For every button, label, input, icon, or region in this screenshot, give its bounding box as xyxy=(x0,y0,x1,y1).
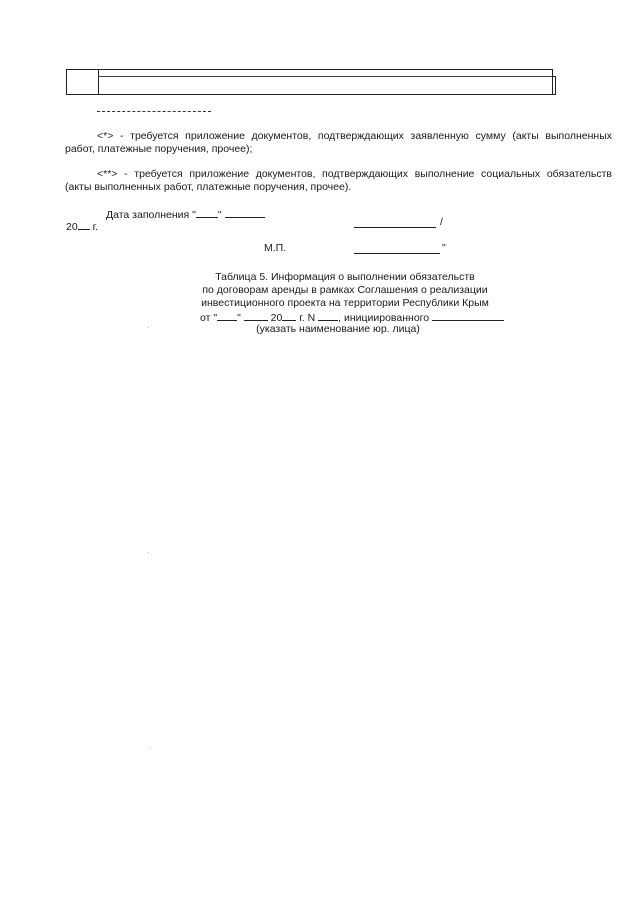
scan-speck xyxy=(150,748,151,749)
date-day-blank xyxy=(196,207,218,218)
table5-title-line-2: по договорам аренды в рамках Соглашения о реализации xyxy=(202,284,488,296)
agreement-number-blank xyxy=(318,310,338,321)
table-right-border xyxy=(552,76,556,95)
signature-closing-quote: " xyxy=(442,242,446,254)
scan-speck xyxy=(148,552,149,553)
date-filled-label: Дата заполнения " " xyxy=(106,207,265,222)
footnote-2-line-2: (акты выполненных работ, платежные поручения, прочее). xyxy=(65,181,352,193)
footnote-2-line-1: <**> - требуется приложение документов, подтверждающих выполнение социальных обязательств xyxy=(97,168,612,180)
table5-agreement-line: от " " 20 г. N , инициированного xyxy=(200,310,504,325)
initiator-blank xyxy=(432,310,504,321)
signature-slash: / xyxy=(440,216,443,228)
table5-title-line-3: инвестиционного проекта на территории Республики Крым xyxy=(201,297,489,309)
signature-name-line xyxy=(354,253,440,254)
table5-title-line-1: Таблица 5. Информация о выполнении обязательств xyxy=(215,271,475,283)
table-cell-divider xyxy=(98,70,99,95)
signature-line xyxy=(354,227,436,228)
footnote-1-line-2: работ, платежные поручения, прочее); xyxy=(65,143,253,155)
scan-speck xyxy=(148,327,149,328)
table-fragment xyxy=(66,69,553,95)
agreement-day-blank xyxy=(217,310,237,321)
footnote-1-line-1: <*> - требуется приложение документов, подтверждающих заявленную сумму (акты выполненных xyxy=(97,130,612,142)
stamp-mp-label: М.П. xyxy=(264,242,287,254)
footnote-separator xyxy=(97,111,211,112)
table-row-line xyxy=(98,76,552,77)
table5-entity-note: (указать наименование юр. лица) xyxy=(256,323,420,335)
agreement-year-blank xyxy=(282,310,296,321)
date-year-blank xyxy=(78,219,90,230)
date-month-blank xyxy=(225,207,265,218)
date-year-line: 20 г. xyxy=(66,221,99,233)
agreement-month-blank xyxy=(244,310,268,321)
